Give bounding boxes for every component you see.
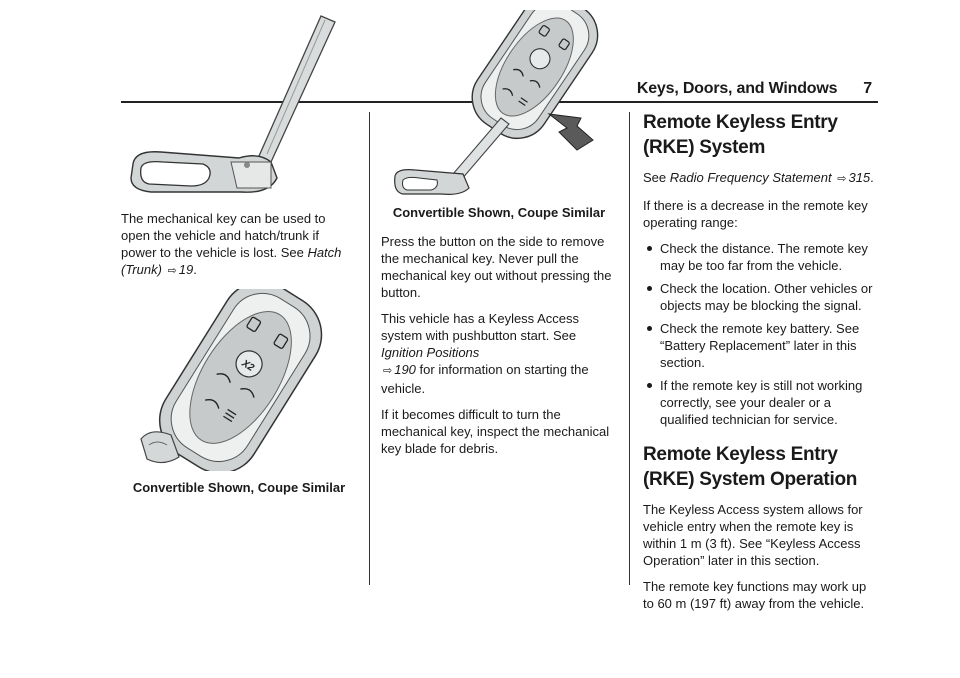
list-item: Check the distance. The remote key may be too far from the vehicle. (643, 240, 879, 274)
heading-rke-system: Remote Keyless Entry (RKE) System (643, 112, 838, 158)
hatch-trunk-reference[interactable]: Hatch (Trunk) (121, 245, 342, 277)
remote-range-paragraph: The remote key functions may work up to 60 m (197 ft) away from the vehicle. (643, 579, 867, 611)
list-item: Check the remote key battery. See “Battery Replacement” later in this section. (643, 320, 879, 371)
page-number: 7 (863, 80, 872, 97)
keyless-access-range-paragraph: The Keyless Access system allows for vehicle entry when the remote key is within 1 m (3 ft). See “Keyless Access Operation” later in this section. (643, 502, 863, 568)
page-reference-arrow-icon: ⇨ (837, 173, 847, 185)
mechanical-key-paragraph: The mechanical key can be used to open the vehicle and hatch/trunk if power to the vehicle is lost. See Hatch (Trunk) ⇨ 19. (121, 211, 342, 277)
key-debris-paragraph: If it becomes difficult to turn the mechanical key, inspect the mechanical key blade for debris. (381, 407, 610, 456)
svg-text:X2: X2 (239, 358, 256, 374)
key-removal-paragraph: Press the button on the side to remove the mechanical key. Never pull the mechanical key out without pressing the button. (381, 234, 612, 300)
radio-frequency-reference[interactable]: Radio Frequency Statement (669, 170, 832, 185)
range-intro-paragraph: If there is a decrease in the remote key operating range: (643, 198, 868, 230)
figure-caption-key-removal: Convertible Shown, Coupe Similar (392, 205, 606, 220)
running-header (637, 80, 872, 98)
mechanical-key-illustration (121, 12, 357, 200)
ignition-positions-reference[interactable]: Ignition Positions (381, 345, 480, 360)
remote-key-fob-illustration (121, 289, 357, 471)
column-divider-left (369, 112, 370, 585)
page-reference-arrow-icon: ⇨ (383, 365, 393, 377)
column-1 (121, 0, 357, 496)
column-divider-right (629, 112, 630, 585)
list-item: If the remote key is still not working correctly, see your dealer or a qualified technician for service. (643, 377, 879, 428)
remote-key-fob-illustration (381, 10, 617, 200)
figure-caption-fob: Convertible Shown, Coupe Similar (132, 480, 346, 495)
section-title: Keys, Doors, and Windows (636, 80, 838, 97)
list-item: Check the location. Other vehicles or objects may be blocking the signal. (643, 280, 879, 314)
radio-frequency-page[interactable]: 315 (848, 170, 871, 185)
hatch-trunk-page[interactable]: 19 (178, 262, 194, 277)
heading-rke-system-operation: Remote Keyless Entry (RKE) System Operation (643, 444, 858, 490)
column-3 (643, 110, 879, 621)
radio-frequency-reference-line: See Radio Frequency Statement ⇨ 315. (643, 170, 874, 185)
column-2 (381, 0, 617, 466)
keyless-access-paragraph: This vehicle has a Keyless Access system with pushbutton start. See Ignition Positions ⇨ 190 for information on starting the vehicle. (381, 311, 589, 396)
page-reference-arrow-icon: ⇨ (167, 265, 177, 277)
ignition-positions-page[interactable]: 190 (394, 362, 416, 377)
range-checklist (643, 240, 879, 428)
